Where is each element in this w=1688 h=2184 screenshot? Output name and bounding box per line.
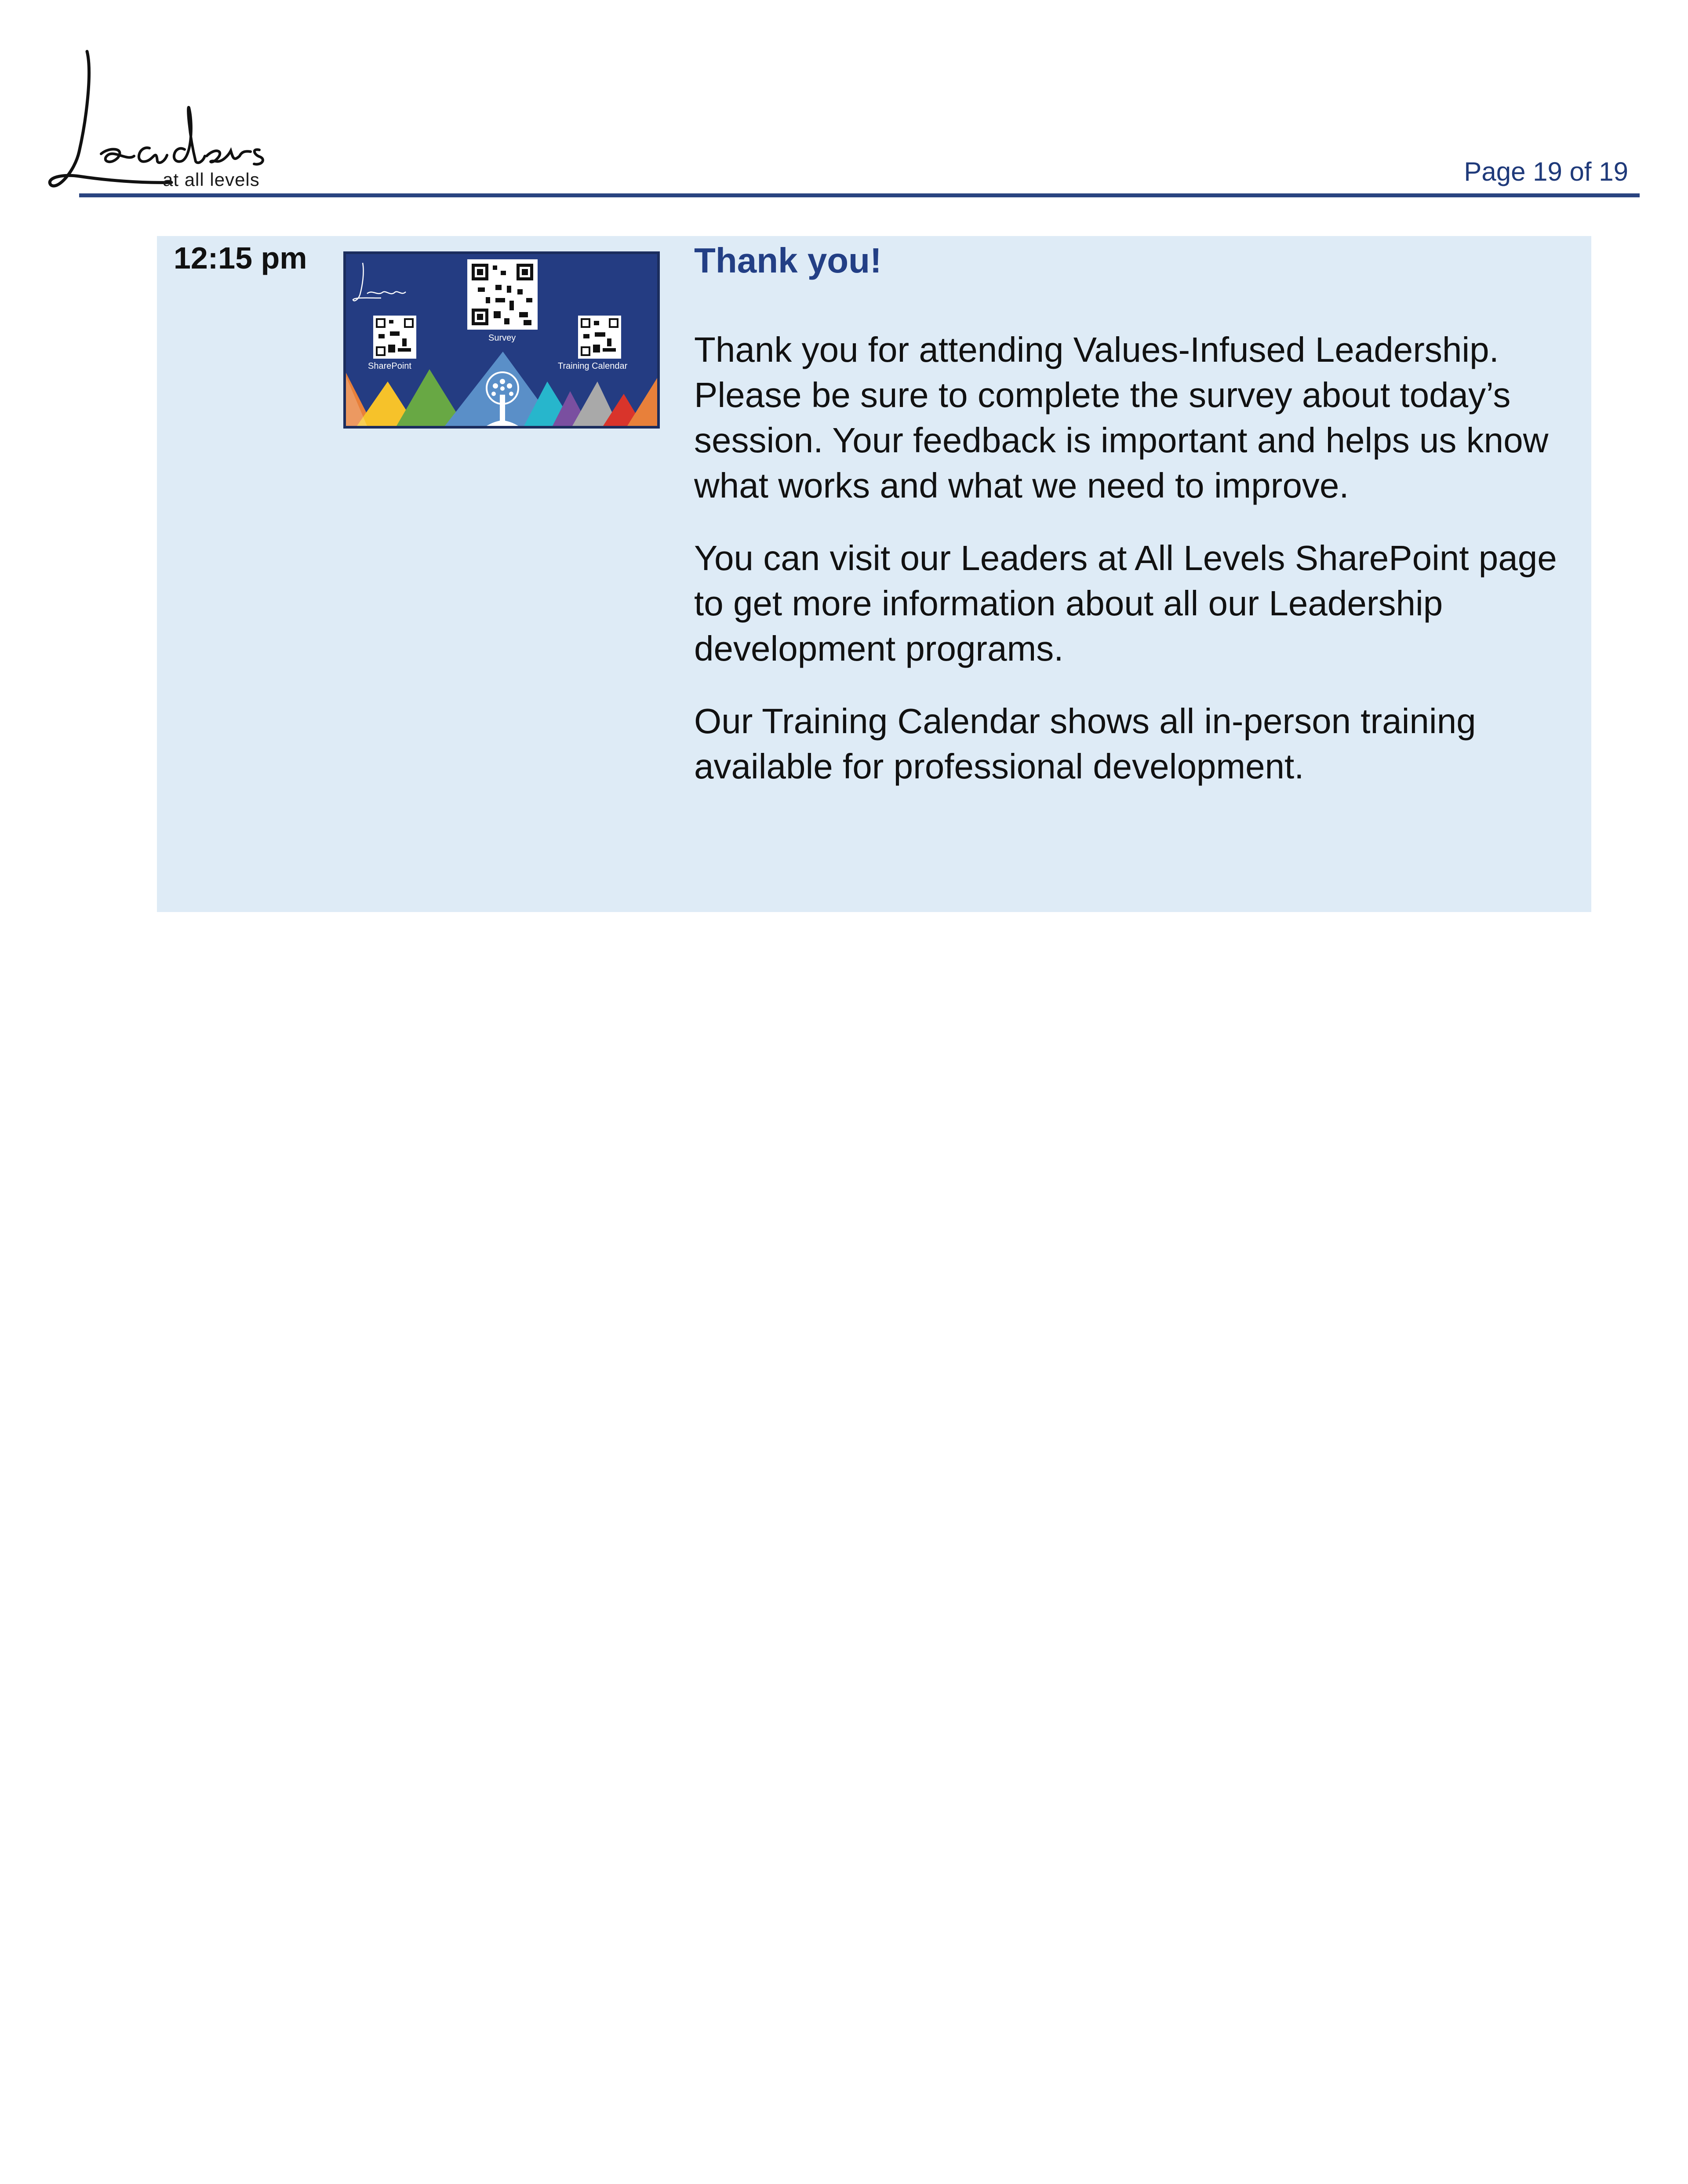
survey-qr-code [467,259,538,330]
logo-subtext: at all levels [163,169,260,190]
session-time: 12:15 pm [174,241,307,275]
header-rule [79,193,1640,197]
slide-label-survey: Survey [488,333,516,343]
page-number: Page 19 of 19 [1464,157,1628,186]
session-heading: Thank you! [694,241,882,280]
paragraph-sharepoint: You can visit our Leaders at All Levels SharePoint page to get more information about all our Leadership development programs. [694,538,1557,668]
agenda-row [157,236,1591,912]
session-content [694,236,1573,789]
paragraph-survey: Thank you for attending Values-Infused Leadership. Please be sure to complete the survey about today’s session. Your feedback is important and helps us know what works and what we need to improve. [694,330,1549,505]
paragraph-training-calendar: Our Training Calendar shows all in-person training available for professional development. [694,701,1476,786]
thank-you-slide-image [343,251,660,429]
leaders-logo [44,46,281,198]
slide-label-sharepoint: SharePoint [368,361,411,371]
sharepoint-qr-code [373,316,416,359]
slide-label-training-calendar: Training Calendar [558,361,628,371]
training-calendar-qr-code [578,316,621,359]
